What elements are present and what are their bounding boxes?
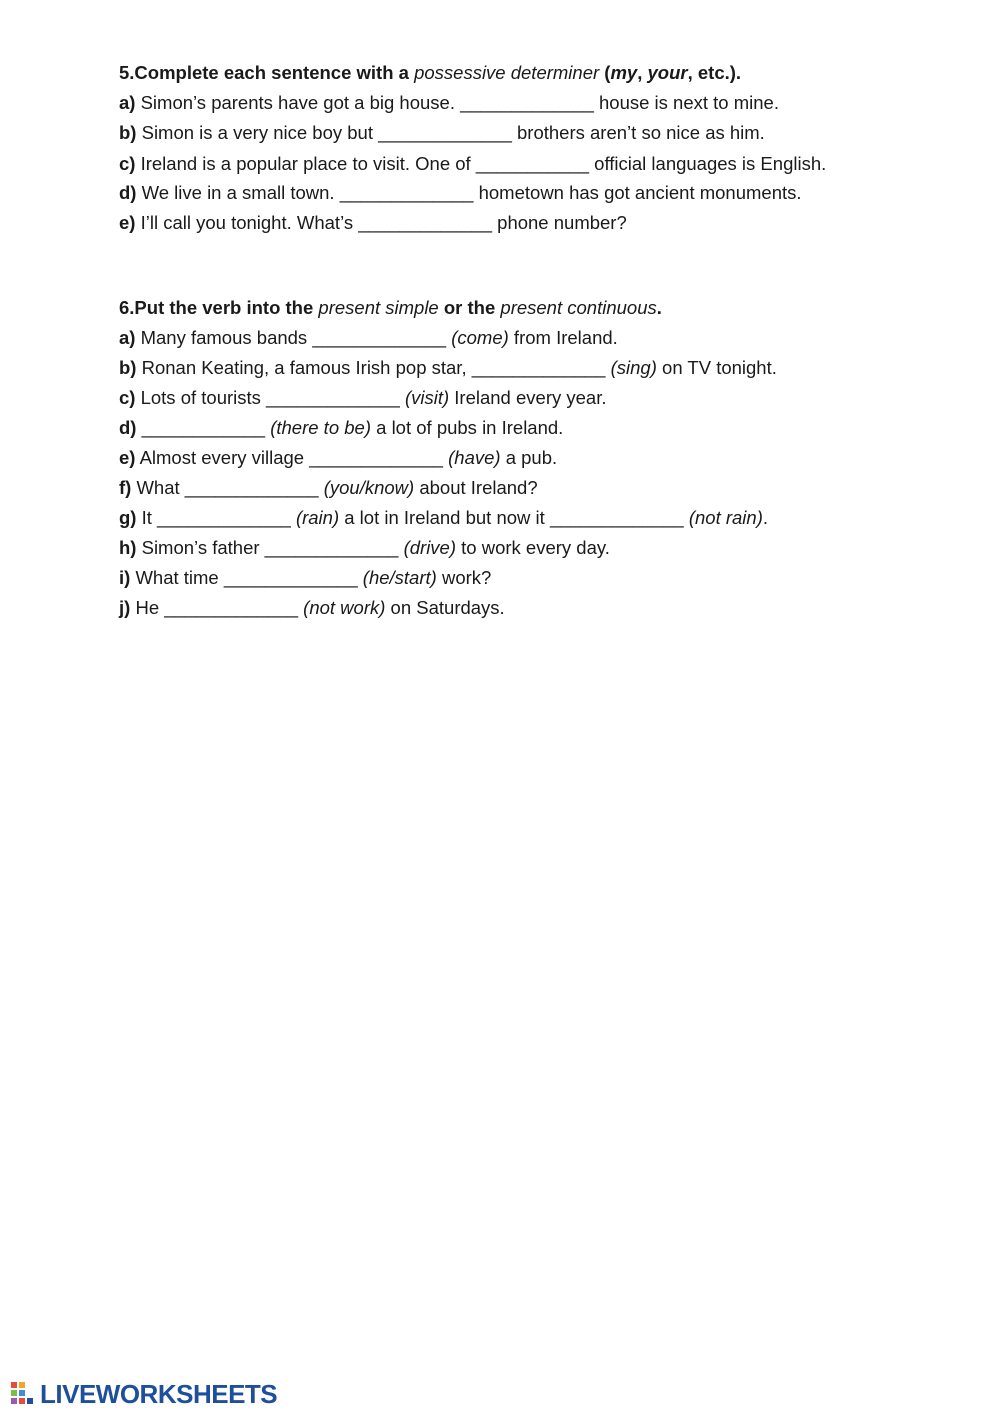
sentence-text: Many famous bands xyxy=(135,327,313,348)
answer-blank[interactable]: _____________ xyxy=(460,92,594,113)
item-label: g) xyxy=(119,507,137,528)
sentence-d xyxy=(119,178,859,208)
sentence-a xyxy=(119,88,859,118)
title-text: . xyxy=(656,297,662,318)
verb-hint: (you/know) xyxy=(323,477,415,498)
answer-blank[interactable]: _____________ xyxy=(157,507,291,528)
sentence-b xyxy=(119,118,859,148)
item-label: h) xyxy=(119,537,137,558)
sentence-text: house is next to mine. xyxy=(593,92,779,113)
verb-hint: (visit) xyxy=(404,387,450,408)
answer-blank[interactable]: _____________ xyxy=(164,597,299,618)
sentence-h xyxy=(119,533,859,563)
sentence-text: Simon’s parents have got a big house. xyxy=(135,92,461,113)
title-text: , etc.). xyxy=(687,62,742,83)
sentence-text: Almost every village xyxy=(135,447,310,468)
answer-blank[interactable]: _____________ xyxy=(339,182,474,203)
sentence-text: It xyxy=(136,507,158,528)
title-text: , xyxy=(637,62,648,83)
item-label: b) xyxy=(119,122,137,143)
answer-blank[interactable]: _____________ xyxy=(309,447,443,468)
sentence-text: about Ireland? xyxy=(414,477,538,498)
answer-blank[interactable]: _____________ xyxy=(264,537,399,558)
verb-hint: (there to be) xyxy=(270,417,371,438)
sentence-c xyxy=(119,383,859,413)
item-label: a) xyxy=(119,92,136,113)
sentence-text: Simon’s father xyxy=(136,537,265,558)
verb-hint: (rain) xyxy=(295,507,340,528)
answer-blank[interactable]: _____________ xyxy=(358,212,493,233)
item-label: c) xyxy=(119,153,136,174)
answer-blank[interactable]: _____________ xyxy=(184,477,319,498)
item-label: i) xyxy=(119,567,131,588)
logo-grid-icon xyxy=(10,1381,38,1407)
sentence-j xyxy=(119,593,859,623)
sentence-text: . xyxy=(762,507,769,528)
sentence-text: Simon is a very nice boy but xyxy=(136,122,379,143)
sentence-g xyxy=(119,503,859,533)
answer-blank[interactable]: _____________ xyxy=(223,567,358,588)
title-text: ( xyxy=(599,62,611,83)
verb-hint: (not rain) xyxy=(688,507,763,528)
sentence-d xyxy=(119,413,859,443)
answer-blank[interactable]: ____________ xyxy=(141,417,266,438)
verb-hint: (have) xyxy=(448,447,501,468)
sentence-text: work? xyxy=(436,567,492,588)
sentence-i xyxy=(119,563,859,593)
title-text: or the xyxy=(438,297,501,318)
item-label: f) xyxy=(119,477,132,498)
sentence-text: on TV tonight. xyxy=(656,357,777,378)
answer-blank[interactable]: _____________ xyxy=(549,507,684,528)
sentence-e xyxy=(119,443,859,473)
verb-hint: (come) xyxy=(451,327,509,348)
sentence-text: Ireland every year. xyxy=(449,387,607,408)
item-label: b) xyxy=(119,357,137,378)
item-label: d) xyxy=(119,182,137,203)
title-example-my: my xyxy=(610,62,638,83)
answer-blank[interactable]: _____________ xyxy=(378,122,512,143)
title-text: 5.Complete each sentence with a xyxy=(119,62,415,83)
logo-text: LIVEWORKSHEETS xyxy=(40,1378,278,1409)
title-italic: present continuous xyxy=(500,297,657,318)
sentence-text: What xyxy=(131,477,185,498)
sentence-a xyxy=(119,323,859,353)
sentence-text: a lot of pubs in Ireland. xyxy=(371,417,564,438)
item-label: j) xyxy=(119,597,131,618)
answer-blank[interactable]: ___________ xyxy=(475,153,590,174)
sentence-text: a lot in Ireland but now it xyxy=(339,507,550,528)
answer-blank[interactable]: _____________ xyxy=(312,327,447,348)
sentence-text: phone number? xyxy=(492,212,627,233)
sentence-text: Ronan Keating, a famous Irish pop star, xyxy=(136,357,472,378)
sentence-text: official languages is English. xyxy=(589,153,827,174)
exercise-5 xyxy=(119,58,859,238)
sentence-text: brothers aren’t so nice as him. xyxy=(511,122,765,143)
title-italic: possessive determiner xyxy=(414,62,600,83)
sentence-text: from Ireland. xyxy=(508,327,618,348)
verb-hint: (drive) xyxy=(403,537,456,558)
verb-hint: (not work) xyxy=(303,597,386,618)
answer-blank[interactable]: _____________ xyxy=(266,387,400,408)
answer-blank[interactable]: _____________ xyxy=(471,357,606,378)
sentence-text: He xyxy=(130,597,165,618)
sentence-text: I’ll call you tonight. What’s xyxy=(135,212,359,233)
item-label: a) xyxy=(119,327,136,348)
sentence-text: a pub. xyxy=(500,447,558,468)
item-label: d) xyxy=(119,417,137,438)
title-example-your: your xyxy=(647,62,688,83)
title-italic: present simple xyxy=(318,297,439,318)
sentence-text: Ireland is a popular place to visit. One of xyxy=(135,153,476,174)
liveworksheets-logo[interactable] xyxy=(10,1379,277,1409)
verb-hint: (he/start) xyxy=(362,567,437,588)
sentence-text: to work every day. xyxy=(456,537,610,558)
sentence-text: What time xyxy=(130,567,224,588)
exercise-6-title xyxy=(119,293,859,323)
title-text: 6.Put the verb into the xyxy=(119,297,319,318)
sentence-text: hometown has got ancient monuments. xyxy=(473,182,802,203)
item-label: c) xyxy=(119,387,136,408)
verb-hint: (sing) xyxy=(610,357,657,378)
sentence-b xyxy=(119,353,859,383)
exercise-5-title xyxy=(119,58,859,88)
item-label: e) xyxy=(119,447,136,468)
sentence-text: We live in a small town. xyxy=(136,182,340,203)
sentence-c xyxy=(119,151,859,176)
sentence-e xyxy=(119,208,859,238)
sentence-text: Lots of tourists xyxy=(135,387,267,408)
item-label: e) xyxy=(119,212,136,233)
sentence-text: on Saturdays. xyxy=(385,597,505,618)
sentence-f xyxy=(119,473,859,503)
exercise-6 xyxy=(119,293,859,623)
